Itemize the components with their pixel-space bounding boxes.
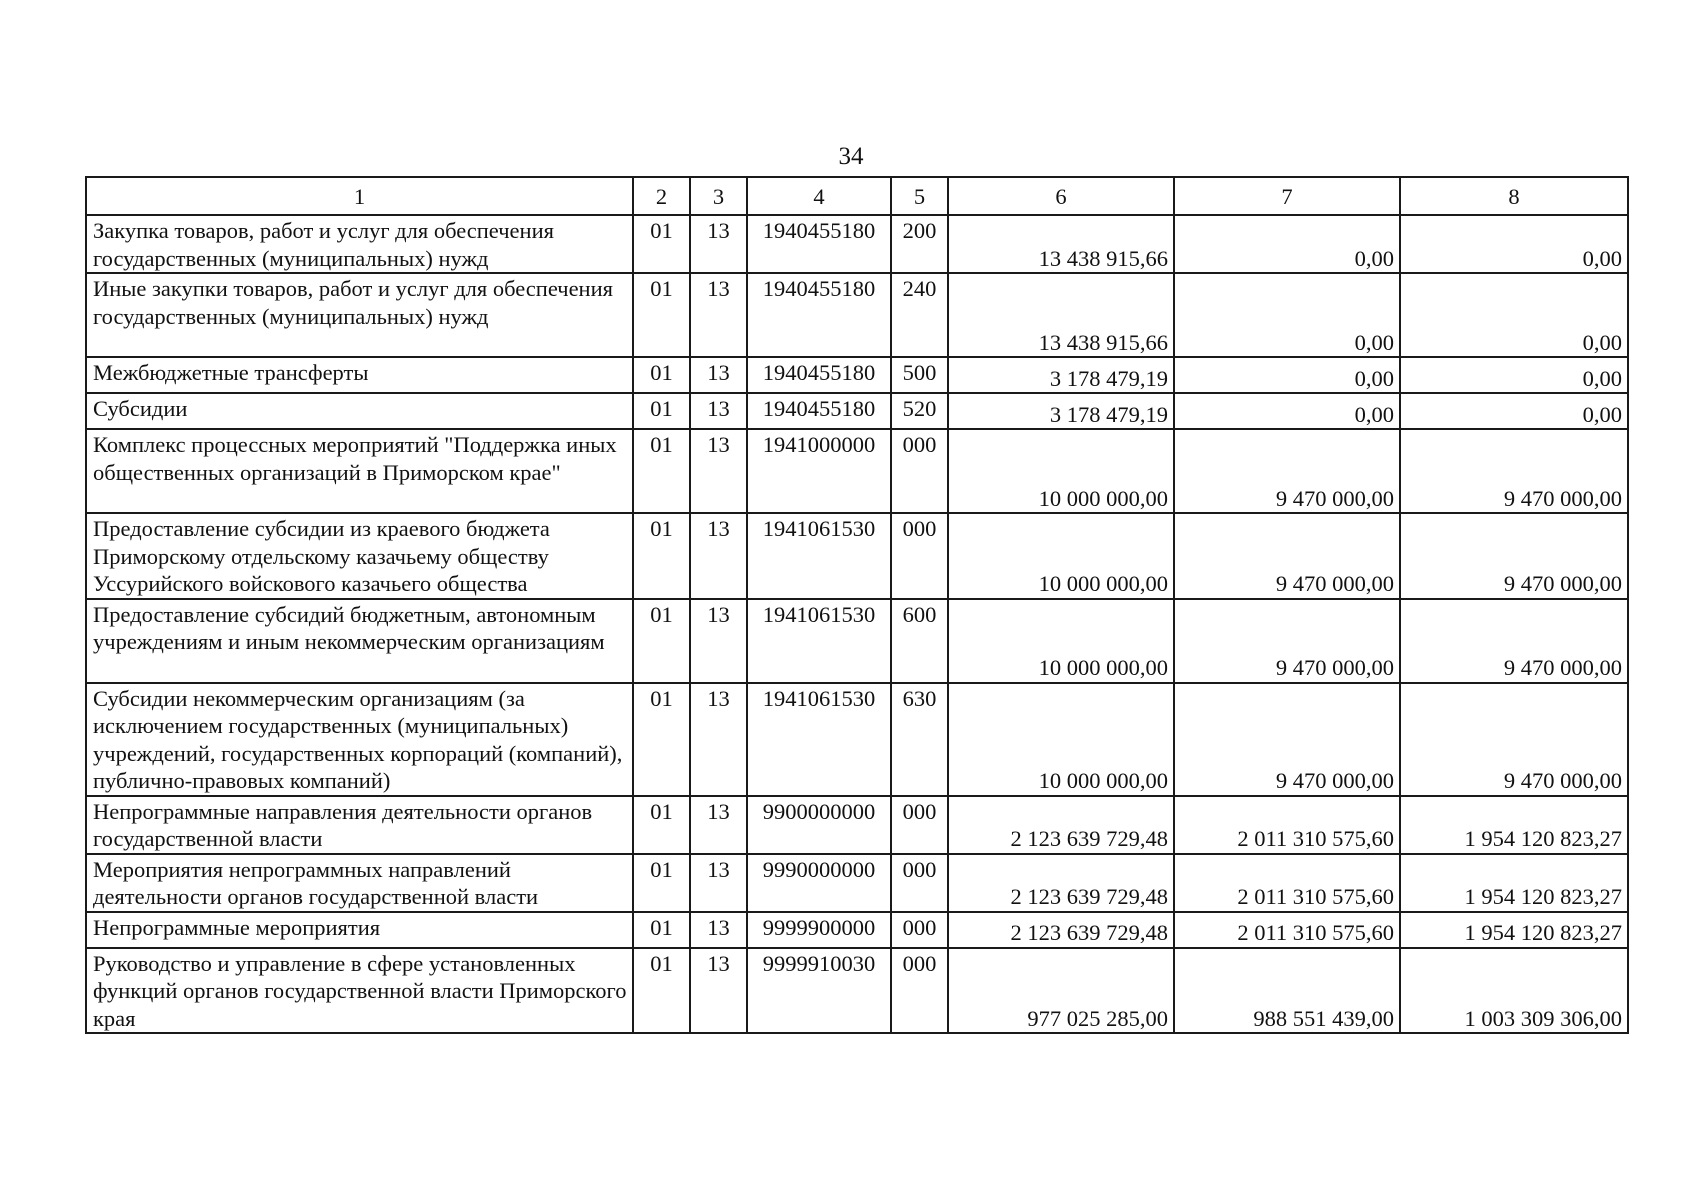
header-col-6: 6 [948, 177, 1174, 215]
header-col-7: 7 [1174, 177, 1400, 215]
row-name: Мероприятия непрограммных направлений деятельности органов государственной власти [86, 854, 633, 912]
row-subsection-code: 13 [690, 599, 747, 683]
table-row [86, 357, 1628, 393]
table-row [86, 393, 1628, 429]
row-subsection-code: 13 [690, 912, 747, 948]
header-row [86, 177, 1628, 215]
row-expense-type-code: 000 [891, 948, 948, 1034]
table-row [86, 683, 1628, 796]
row-amount-col-7: 2 011 310 575,60 [1174, 796, 1400, 854]
row-subsection-code: 13 [690, 513, 747, 599]
row-target-code: 9999900000 [747, 912, 891, 948]
row-subsection-code: 13 [690, 683, 747, 796]
row-name: Закупка товаров, работ и услуг для обеспечения государственных (муниципальных) нужд [86, 215, 633, 273]
row-amount-col-8: 9 470 000,00 [1400, 683, 1628, 796]
row-amount-col-6: 2 123 639 729,48 [948, 854, 1174, 912]
row-expense-type-code: 000 [891, 513, 948, 599]
row-amount-col-8: 0,00 [1400, 393, 1628, 429]
row-name: Непрограммные мероприятия [86, 912, 633, 948]
row-amount-col-6: 13 438 915,66 [948, 273, 1174, 357]
row-target-code: 1940455180 [747, 393, 891, 429]
table-row [86, 796, 1628, 854]
row-target-code: 1941061530 [747, 683, 891, 796]
header-col-3: 3 [690, 177, 747, 215]
row-target-code: 9990000000 [747, 854, 891, 912]
row-amount-col-6: 977 025 285,00 [948, 948, 1174, 1034]
row-expense-type-code: 000 [891, 429, 948, 513]
row-name: Субсидии некоммерческим организациям (за исключением государственных (муниципальных) учреждений, государственных корпораций (компаний), публично-правовых компаний) [86, 683, 633, 796]
row-section-code: 01 [633, 513, 690, 599]
row-amount-col-6: 10 000 000,00 [948, 513, 1174, 599]
row-amount-col-7: 0,00 [1174, 357, 1400, 393]
row-section-code: 01 [633, 273, 690, 357]
row-name: Предоставление субсидий бюджетным, автономным учреждениям и иным некоммерческим организациям [86, 599, 633, 683]
row-amount-col-8: 0,00 [1400, 273, 1628, 357]
table-row [86, 429, 1628, 513]
row-amount-col-8: 1 954 120 823,27 [1400, 912, 1628, 948]
row-name: Иные закупки товаров, работ и услуг для обеспечения государственных (муниципальных) нужд [86, 273, 633, 357]
row-amount-col-7: 9 470 000,00 [1174, 429, 1400, 513]
header-col-2: 2 [633, 177, 690, 215]
row-expense-type-code: 520 [891, 393, 948, 429]
row-target-code: 1941061530 [747, 599, 891, 683]
row-target-code: 9900000000 [747, 796, 891, 854]
row-amount-col-7: 2 011 310 575,60 [1174, 854, 1400, 912]
row-subsection-code: 13 [690, 429, 747, 513]
row-section-code: 01 [633, 948, 690, 1034]
table-row [86, 912, 1628, 948]
row-subsection-code: 13 [690, 393, 747, 429]
row-amount-col-7: 0,00 [1174, 215, 1400, 273]
row-subsection-code: 13 [690, 357, 747, 393]
row-target-code: 1940455180 [747, 215, 891, 273]
row-target-code: 1940455180 [747, 273, 891, 357]
row-subsection-code: 13 [690, 854, 747, 912]
row-amount-col-7: 0,00 [1174, 273, 1400, 357]
row-amount-col-8: 9 470 000,00 [1400, 513, 1628, 599]
row-expense-type-code: 500 [891, 357, 948, 393]
row-section-code: 01 [633, 796, 690, 854]
row-expense-type-code: 000 [891, 854, 948, 912]
header-col-5: 5 [891, 177, 948, 215]
table-row [86, 854, 1628, 912]
row-amount-col-8: 0,00 [1400, 357, 1628, 393]
row-amount-col-8: 1 954 120 823,27 [1400, 854, 1628, 912]
row-amount-col-7: 9 470 000,00 [1174, 683, 1400, 796]
table-row [86, 948, 1628, 1034]
header-col-4: 4 [747, 177, 891, 215]
row-subsection-code: 13 [690, 215, 747, 273]
row-section-code: 01 [633, 912, 690, 948]
row-amount-col-8: 1 003 309 306,00 [1400, 948, 1628, 1034]
row-amount-col-6: 3 178 479,19 [948, 357, 1174, 393]
page-number [0, 142, 1698, 172]
row-expense-type-code: 200 [891, 215, 948, 273]
row-section-code: 01 [633, 393, 690, 429]
table-row [86, 513, 1628, 599]
row-section-code: 01 [633, 357, 690, 393]
row-subsection-code: 13 [690, 948, 747, 1034]
page-number-text: 34 [838, 143, 864, 170]
row-name: Межбюджетные трансферты [86, 357, 633, 393]
row-expense-type-code: 240 [891, 273, 948, 357]
row-name: Предоставление субсидии из краевого бюджета Приморскому отдельскому казачьему обществу Уссурийского войскового казачьего общества [86, 513, 633, 599]
header-col-1: 1 [86, 177, 633, 215]
row-section-code: 01 [633, 599, 690, 683]
table-body [86, 177, 1628, 1033]
row-amount-col-7: 9 470 000,00 [1174, 513, 1400, 599]
row-section-code: 01 [633, 683, 690, 796]
table-row [86, 215, 1628, 273]
row-amount-col-6: 2 123 639 729,48 [948, 912, 1174, 948]
row-amount-col-6: 10 000 000,00 [948, 599, 1174, 683]
budget-table [85, 176, 1629, 1034]
row-section-code: 01 [633, 854, 690, 912]
header-col-8: 8 [1400, 177, 1628, 215]
row-subsection-code: 13 [690, 273, 747, 357]
table-row [86, 273, 1628, 357]
row-amount-col-7: 988 551 439,00 [1174, 948, 1400, 1034]
row-amount-col-8: 9 470 000,00 [1400, 599, 1628, 683]
row-amount-col-6: 2 123 639 729,48 [948, 796, 1174, 854]
row-target-code: 1941061530 [747, 513, 891, 599]
row-target-code: 1940455180 [747, 357, 891, 393]
row-target-code: 9999910030 [747, 948, 891, 1034]
table-row [86, 599, 1628, 683]
row-target-code: 1941000000 [747, 429, 891, 513]
row-amount-col-6: 10 000 000,00 [948, 429, 1174, 513]
row-expense-type-code: 630 [891, 683, 948, 796]
row-expense-type-code: 600 [891, 599, 948, 683]
row-amount-col-6: 10 000 000,00 [948, 683, 1174, 796]
row-name: Непрограммные направления деятельности органов государственной власти [86, 796, 633, 854]
row-name: Комплекс процессных мероприятий "Поддержка иных общественных организаций в Приморском крае" [86, 429, 633, 513]
row-name: Субсидии [86, 393, 633, 429]
row-amount-col-6: 13 438 915,66 [948, 215, 1174, 273]
row-section-code: 01 [633, 429, 690, 513]
row-subsection-code: 13 [690, 796, 747, 854]
row-expense-type-code: 000 [891, 912, 948, 948]
row-amount-col-6: 3 178 479,19 [948, 393, 1174, 429]
row-amount-col-8: 9 470 000,00 [1400, 429, 1628, 513]
row-section-code: 01 [633, 215, 690, 273]
row-amount-col-8: 0,00 [1400, 215, 1628, 273]
row-expense-type-code: 000 [891, 796, 948, 854]
row-amount-col-7: 2 011 310 575,60 [1174, 912, 1400, 948]
row-amount-col-8: 1 954 120 823,27 [1400, 796, 1628, 854]
row-name: Руководство и управление в сфере установленных функций органов государственной власти Приморского края [86, 948, 633, 1034]
row-amount-col-7: 9 470 000,00 [1174, 599, 1400, 683]
row-amount-col-7: 0,00 [1174, 393, 1400, 429]
